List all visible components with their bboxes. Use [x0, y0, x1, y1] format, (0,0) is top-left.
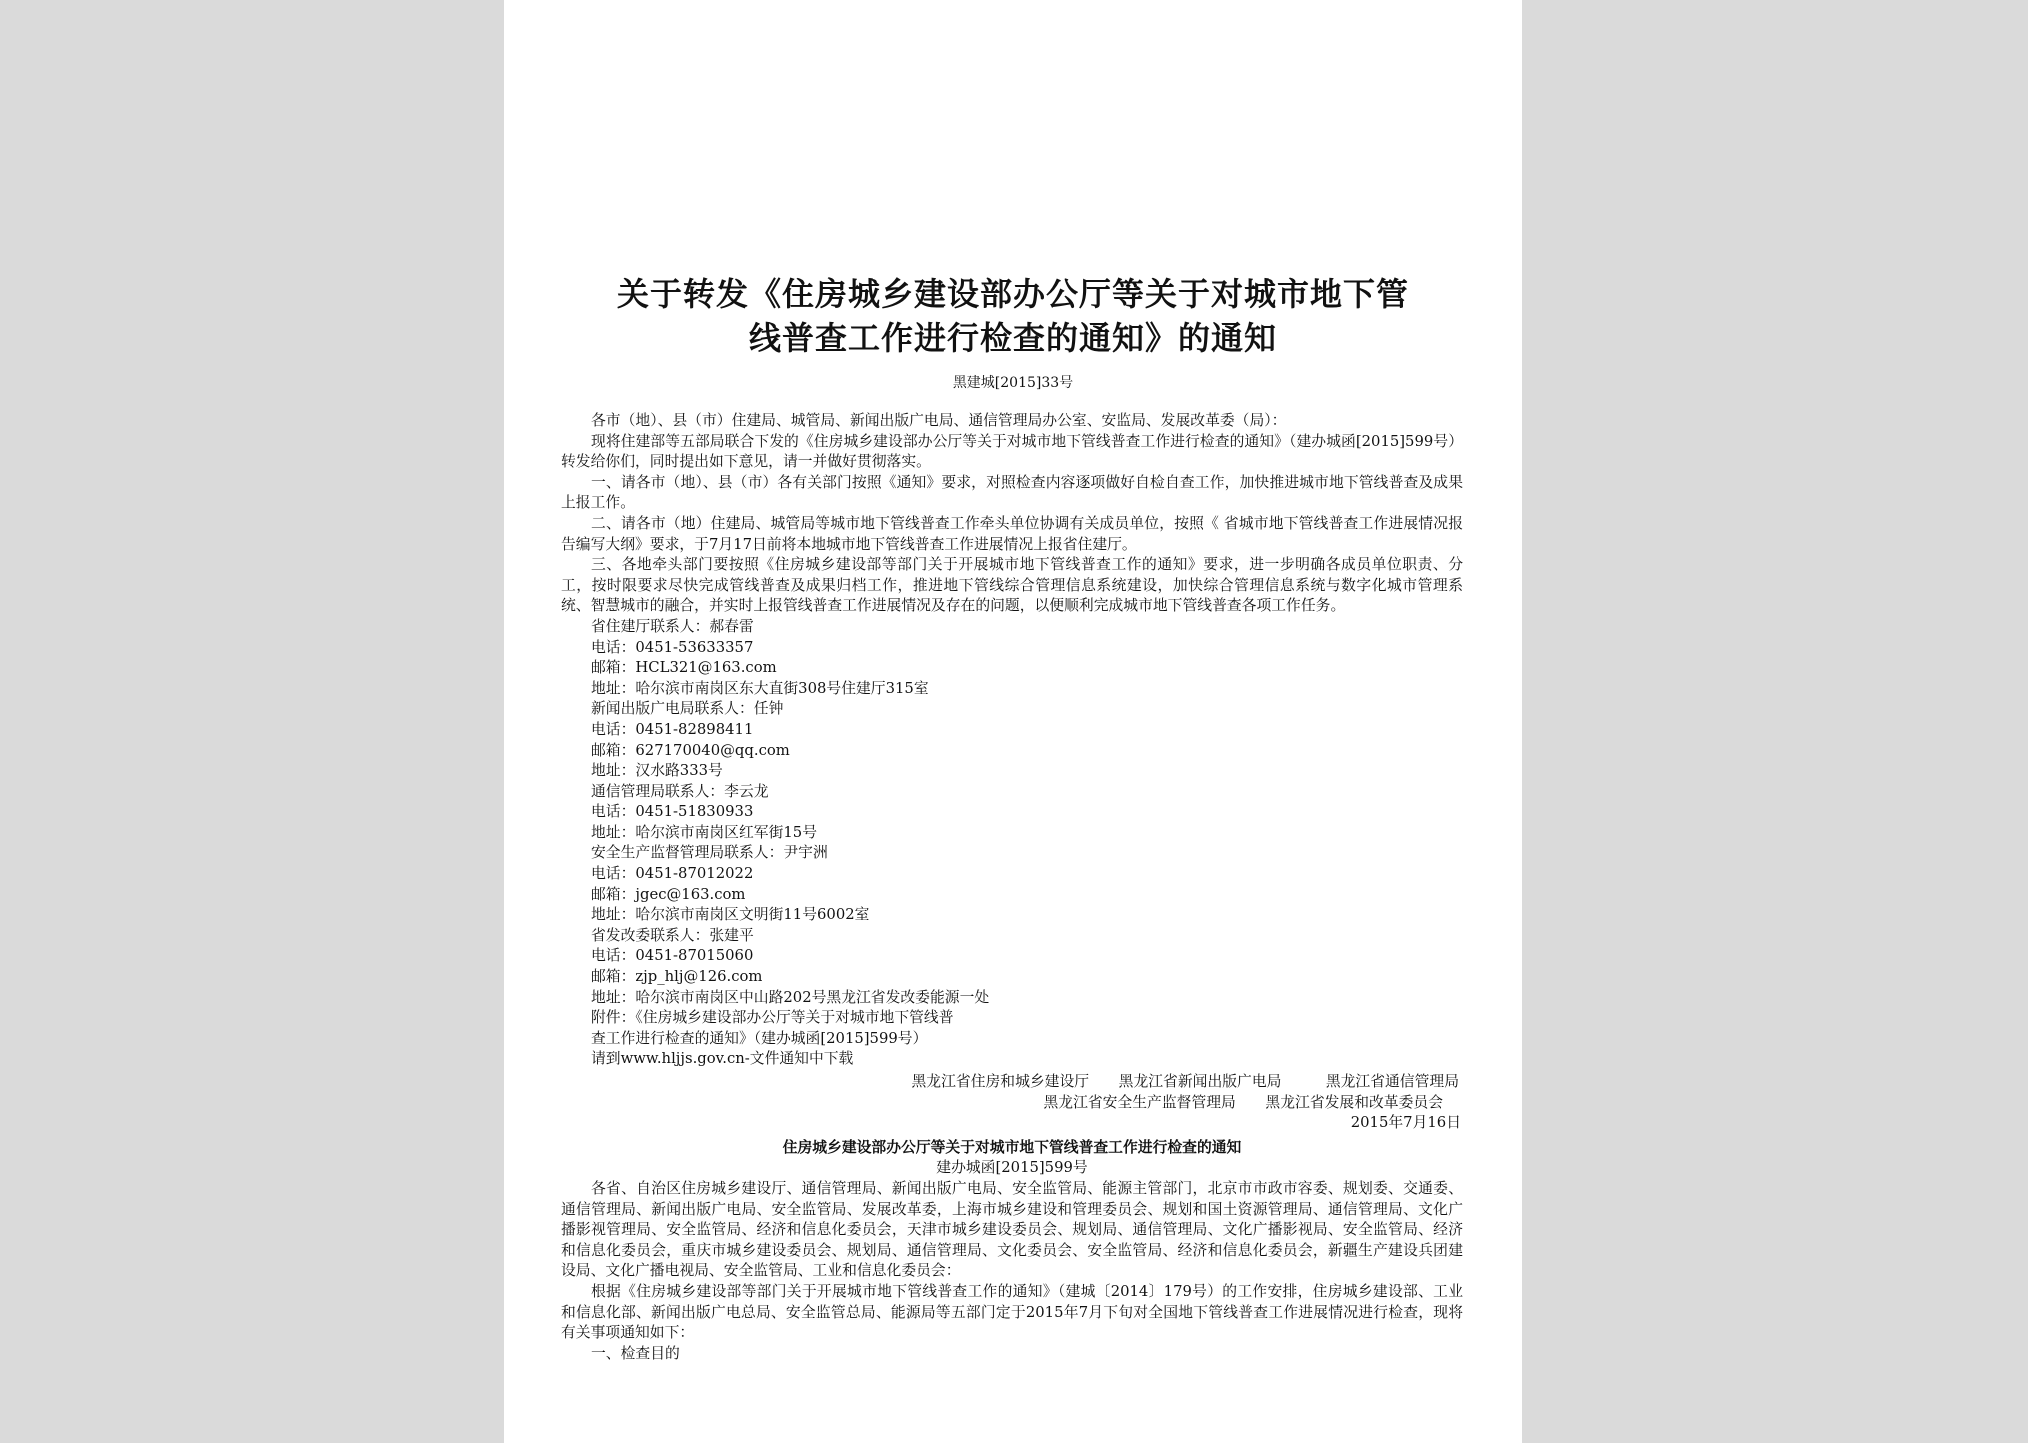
- item-paragraph: 三、各地牵头部门要按照《住房城乡建设部等部门关于开展城市地下管线普查工作的通知》要求，进一步明确各成员单位职责、分工，按时限要求尽快完成管线普查及成果归档工作，推进地下管线综合管理信息系统建设，加快综合管理信息系统与数字化城市管理系统、智慧城市的融合，并实时上报管线普查工作进展情况及存在的问题，以便顺利完成城市地下管线普查各项工作任务。: [561, 556, 1463, 615]
- addressee: 各市（地）、县（市）住建局、城管局、新闻出版广电局、通信管理局办公室、安监局、发展改革委（局）：: [591, 412, 1287, 429]
- contact-line: 邮箱：627170040@qq.com: [591, 741, 790, 759]
- contact-line: 省发改委联系人：张建平: [591, 926, 754, 944]
- contact-line: 邮箱：zjp_hlj@126.com: [591, 968, 763, 986]
- contact-line: 地址：哈尔滨市南岗区文明街11号6002室: [591, 906, 870, 924]
- title-line-2: 线普查工作进行检查的通知》的通知: [748, 319, 1277, 357]
- document-page: [504, 0, 1522, 1443]
- document-number: 黑建城[2015]33号: [952, 375, 1074, 391]
- contact-line: 电话：0451-87015060: [591, 947, 754, 965]
- contact-line: 电话：0451-87012022: [591, 865, 754, 883]
- contact-line: 邮箱：jgec@163.com: [591, 885, 746, 903]
- contact-line: 通信管理局联系人：李云龙: [591, 782, 769, 800]
- attached-notice-title: 住房城乡建设部办公厅等关于对城市地下管线普查工作进行检查的通知: [782, 1138, 1242, 1156]
- attachment-line: 附件：《住房城乡建设部办公厅等关于对城市地下管线普: [591, 1009, 954, 1027]
- contact-list: [561, 617, 1463, 1070]
- signature-line-2: 黑龙江省安全生产监督管理局 黑龙江省发展和改革委员会: [1043, 1093, 1443, 1111]
- attachment-line: 查工作进行检查的通知》（建办城函[2015]599号）: [591, 1029, 928, 1047]
- item-paragraph: 二、请各市（地）住建局、城管局等城市地下管线普查工作牵头单位协调有关成员单位，按照《 省城市地下管线普查工作进展情况报告编写大纲》要求，于7月17日前将本地城市地下管线普查工作进展情况上报省住建厅。: [561, 514, 1463, 553]
- attached-notice-intro: 根据《住房城乡建设部等部门关于开展城市地下管线普查工作的通知》（建城〔2014〕179号）的工作安排，住房城乡建设部、工业和信息化部、新闻出版广电总局、安全监管总局、能源局等五部门定于2015年7月下旬对全国地下管线普查工作进展情况进行检查，现将有关事项通知如下：: [561, 1282, 1463, 1342]
- attached-notice-addressee: 各省、自治区住房城乡建设厅、通信管理局、新闻出版广电局、安全监管局、能源主管部门，北京市市政市容委、规划委、交通委、通信管理局、新闻出版广电局、安全监管局、发展改革委，上海市城乡建设和管理委员会、规划和国土资源管理局、通信管理局、文化广播影视管理局、安全监管局、经济和信息化委员会，天津市城乡建设委员会、规划局、通信管理局、文化广播影视局、安全监管局、经济和信息化委员会，重庆市城乡建设委员会、规划局、通信管理局、文化委员会、安全监管局、经济和信息化委员会，新疆生产建设兵团建设局、文化广播电视局、安全监管局、工业和信息化委员会：: [561, 1179, 1463, 1280]
- contact-line: 地址：汉水路333号: [591, 762, 723, 780]
- contact-line: 省住建厅联系人：郝春雷: [591, 617, 754, 635]
- item-paragraph: 一、请各市（地）、县（市）各有关部门按照《通知》要求，对照检查内容逐项做好自检自查工作，加快推进城市地下管线普查及成果上报工作。: [561, 473, 1463, 512]
- contact-line: 地址：哈尔滨市南岗区红军街15号: [591, 823, 817, 841]
- download-note: 请到www.hljjs.gov.cn-文件通知中下载: [591, 1050, 854, 1068]
- contact-line: 新闻出版广电局联系人：任钟: [591, 700, 784, 718]
- attached-notice-section-heading: 一、检查目的: [591, 1344, 680, 1362]
- contact-line: 电话：0451-82898411: [591, 720, 754, 738]
- attached-notice-number: 建办城函[2015]599号: [936, 1159, 1088, 1177]
- title-line-1: 关于转发《住房城乡建设部办公厅等关于对城市地下管: [616, 275, 1409, 313]
- signature-date: 2015年7月16日: [1350, 1114, 1461, 1132]
- contact-line: 邮箱：HCL321@163.com: [591, 659, 777, 677]
- signature-line-1: 黑龙江省住房和城乡建设厅 黑龙江省新闻出版广电局 黑龙江省通信管理局: [911, 1073, 1459, 1090]
- document-body: [561, 411, 1463, 1364]
- contact-line: 地址：哈尔滨市南岗区中山路202号黑龙江省发改委能源一处: [591, 988, 990, 1006]
- contact-line: 地址：哈尔滨市南岗区东大直街308号住建厅315室: [591, 679, 929, 697]
- intro-paragraph: 现将住建部等五部局联合下发的《住房城乡建设部办公厅等关于对城市地下管线普查工作进行检查的通知》（建办城函[2015]599号）转发给你们，同时提出如下意见，请一并做好贯彻落实。: [561, 432, 1463, 471]
- contact-line: 安全生产监督管理局联系人：尹宇洲: [591, 844, 828, 862]
- contact-line: 电话：0451-51830933: [591, 803, 754, 821]
- page-title: [564, 272, 1462, 360]
- contact-line: 电话：0451-53633357: [591, 638, 754, 656]
